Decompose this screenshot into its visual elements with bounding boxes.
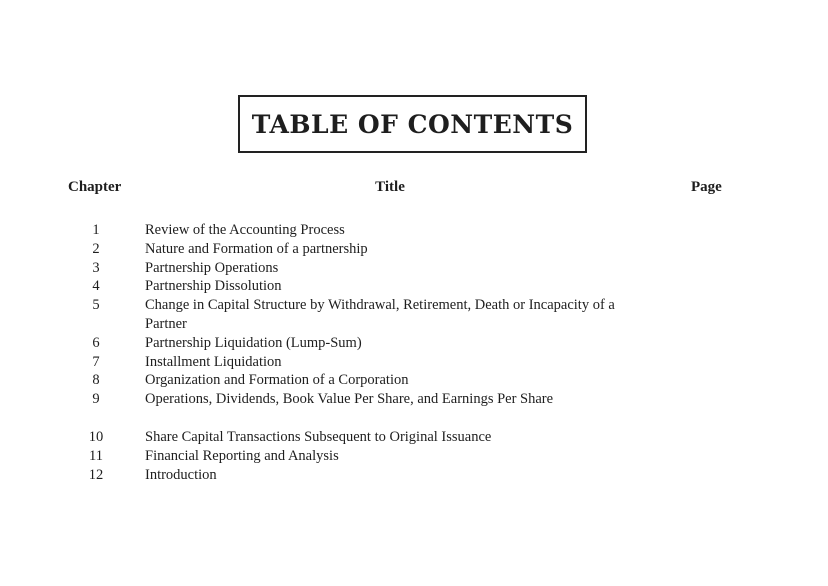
chapter-number: 1: [92, 222, 100, 238]
chapter-title: Operations, Dividends, Book Value Per Share, and Earnings Per Share: [145, 391, 554, 408]
chapter-number: 5: [92, 297, 100, 314]
chapter-title: Introduction: [145, 466, 217, 483]
column-headers: [0, 179, 828, 199]
chapter-number: 7: [92, 353, 100, 370]
chapter-number: 10: [88, 428, 104, 445]
toc-row: [80, 390, 640, 409]
chapter-number: 9: [92, 391, 100, 408]
chapter-number: 8: [92, 372, 100, 389]
chapter-title: Review of the Accounting Process: [145, 222, 345, 238]
toc-row: [80, 277, 640, 296]
page-title: TABLE OF CONTENTS: [251, 109, 574, 139]
title-column-header: Title: [375, 179, 405, 195]
toc-row: [80, 353, 640, 372]
toc-row: [80, 466, 640, 485]
chapter-title: Nature and Formation of a partnership: [145, 240, 368, 257]
chapter-column-header: Chapter: [68, 179, 122, 195]
toc-row: [80, 371, 640, 390]
chapter-title: Partnership Liquidation (Lump-Sum): [145, 334, 362, 351]
chapter-title: Partnership Dissolution: [145, 278, 282, 295]
chapter-title: Share Capital Transactions Subsequent to Original Issuance: [145, 428, 492, 445]
chapter-title: Partnership Operations: [145, 259, 279, 276]
chapter-title: Change in Capital Structure by Withdrawal, Retirement, Death or Incapacity of a Partner: [145, 297, 615, 332]
toc-row: [80, 221, 640, 240]
toc-row: [80, 296, 640, 334]
toc-group: [80, 428, 640, 484]
chapter-number: 6: [92, 334, 100, 351]
toc-row: [80, 428, 640, 447]
title-box: [238, 95, 587, 153]
chapter-number: 3: [92, 259, 100, 276]
toc-row: [80, 334, 640, 353]
chapter-number: 12: [88, 466, 104, 483]
page-column-header: Page: [691, 179, 722, 195]
chapter-number: 4: [92, 278, 100, 295]
chapter-title: Organization and Formation of a Corporation: [145, 372, 409, 389]
toc-group: [80, 221, 640, 409]
chapter-number: 11: [89, 447, 103, 464]
chapter-number: 2: [92, 240, 100, 257]
chapter-title: Financial Reporting and Analysis: [145, 447, 339, 464]
toc-rows: [80, 221, 640, 484]
toc-row: [80, 447, 640, 466]
toc-row: [80, 259, 640, 278]
toc-row: [80, 240, 640, 259]
chapter-title: Installment Liquidation: [145, 353, 282, 370]
